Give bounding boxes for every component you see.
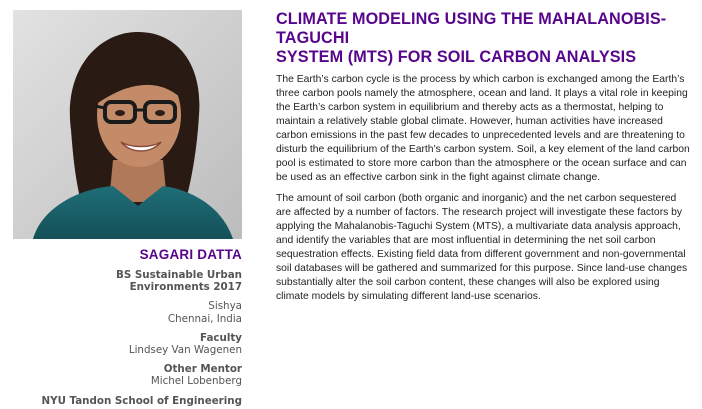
location: Chennai, India [167, 312, 242, 325]
student-name: SAGARI DATTA [139, 246, 242, 263]
degree-line-1: BS Sustainable Urban [116, 269, 242, 281]
mentor-name: Michel Lobenberg [150, 375, 242, 388]
school-name: NYU Tandon School of Engineering [41, 394, 242, 407]
article-title-line-2: SYSTEM (MTS) FOR SOIL CARBON ANALYSIS [276, 48, 637, 66]
mentor-label: Other Mentor [163, 363, 242, 376]
degree-line-2: Environments 2017 [129, 281, 242, 294]
article [276, 10, 690, 311]
article-title-line-1: CLIMATE MODELING USING THE MAHALANOBIS-TAGUCHI [276, 10, 667, 47]
article-title [276, 10, 690, 67]
article-paragraph-2: The amount of soil carbon (both organic and inorganic) and the net carbon sequestered are affected by a number of factors. The research project will investigate these factors by applying the Mahalanobis-Taguchi System (MTS), a multivariate data analysis approach, and identify the variables that are most influential in determining the net soil carbon sequestration effects. Existing field data from different government and non-governmental soil databases will be gathered and summarized for this purpose. Since land-use changes substantially alter the soil carbon content, these changes will also be explored using climate models by simulating different land-use scenarios. [276, 193, 688, 302]
faculty-name: Lindsey Van Wagenen [128, 344, 242, 357]
faculty-label: Faculty [200, 331, 242, 344]
article-paragraph-1: The Earth’s carbon cycle is the process by which carbon is exchanged among the Earth’s three carbon pools namely the atmosphere, ocean and land. It plays a vital role in keeping the Earth’s carbon system in equilibrium and thereby acts as a thermostat, helping to maintain a relatively stable global climate. However, human activities have increased carbon emissions in the past few decades to unprecedented levels and are threatening to disturb the equilibrium of the Earth’s carbon system. Soil, a key element of the land carbon pool is estimated to store more carbon than the atmosphere or the ocean surface and can be used as an effective carbon sink in the fight against climate change. [276, 74, 690, 183]
portrait-photo [13, 10, 242, 239]
profile-details [13, 247, 242, 407]
organization: Sishya [208, 300, 242, 313]
